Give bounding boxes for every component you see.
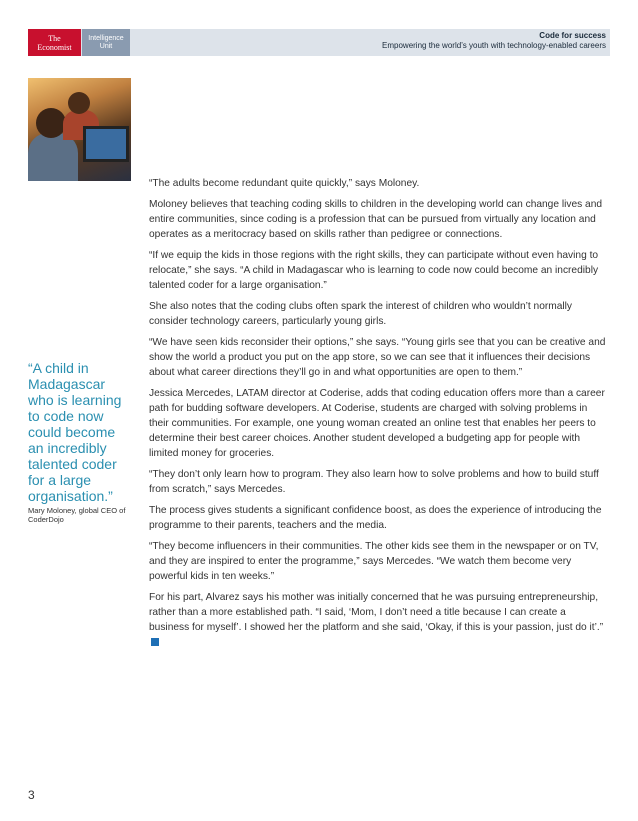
paragraph: “The adults become redundant quite quickly,” says Moloney.	[149, 178, 420, 189]
paragraph: “If we equip the kids in those regions with the right skills, they can participate without even having to relocate,” she says. “A child in Madagascar who is learning to code now could become an incredibly talented coder for a large organisation.”	[149, 250, 599, 291]
eiu-line-2: Unit	[99, 42, 113, 50]
end-of-article-mark	[151, 638, 159, 646]
report-subtitle: Empowering the world’s youth with technology-enabled careers	[382, 41, 606, 50]
logo-line-1: The	[48, 33, 61, 43]
photo-child-head	[36, 108, 66, 138]
photo-child-head-2	[68, 92, 90, 114]
children-coding-photo	[28, 78, 131, 181]
economist-logo	[28, 29, 81, 56]
eiu-logo	[82, 29, 130, 56]
paragraph-last	[149, 590, 607, 650]
paragraph: “We have seen kids reconsider their options,” she says. “Young girls see that you can be creative and show the world a product you put on the app store, so we can see that it influences their decisions about what career directions they’ll go in and what opportunities are open to them.”	[149, 337, 606, 378]
logo-line-2: Economist	[37, 42, 72, 52]
paragraph: She also notes that the coding clubs often spark the interest of children who wouldn’t normally consider technology careers, particularly young girls.	[149, 301, 573, 327]
photo-computer-screen	[83, 126, 129, 162]
paragraph: “They become influencers in their communities. The other kids see them in the newspaper or on TV, and they are inspired to enter the programme,” says Mercedes. “We watch them become very powerful kids in ten weeks.”	[149, 541, 599, 582]
paragraph-last-text: For his part, Alvarez says his mother was initially concerned that he was pursuing entrepreneurship, rather than a more established path. “I said, ‘Mom, I don’t need a title because I can create a business for myself’. I showed her the platform and she said, ‘Okay, if this is your passion, just do it’.”	[149, 592, 604, 633]
eiu-line-1: Intelligence	[88, 34, 124, 42]
pull-quote: “A child in Madagascar who is learning to code now could become an incredibly talented coder for a large organisation.”	[28, 360, 122, 504]
pull-quote-attribution: Mary Moloney, global CEO of CoderDojo	[28, 506, 126, 524]
page-number: 3	[28, 788, 35, 802]
paragraph: Jessica Mercedes, LATAM director at Coderise, adds that coding education offers more than a career path for budding software developers. At Coderise, students are charged with solving problems in their communities. For example, one young woman created an online test that enables her peers to determine their best career choices. Another student developed a budgeting app for people with limited money for groceries.	[149, 388, 605, 459]
article-body	[149, 176, 607, 656]
report-title: Code for success	[539, 31, 606, 40]
paragraph: Moloney believes that teaching coding skills to children in the developing world can change lives and entire communities, since coding is a profession that can be pursued from virtually any location and operates as a meritocracy based on skills rather than pedigree or connections.	[149, 199, 603, 240]
paragraph: “They don’t only learn how to program. They also learn how to solve problems and how to build stuff from scratch,” says Mercedes.	[149, 469, 599, 495]
photo-child-body	[28, 133, 78, 181]
paragraph: The process gives students a significant confidence boost, as does the experience of introducing the programme to their parents, teachers and the media.	[149, 505, 602, 531]
